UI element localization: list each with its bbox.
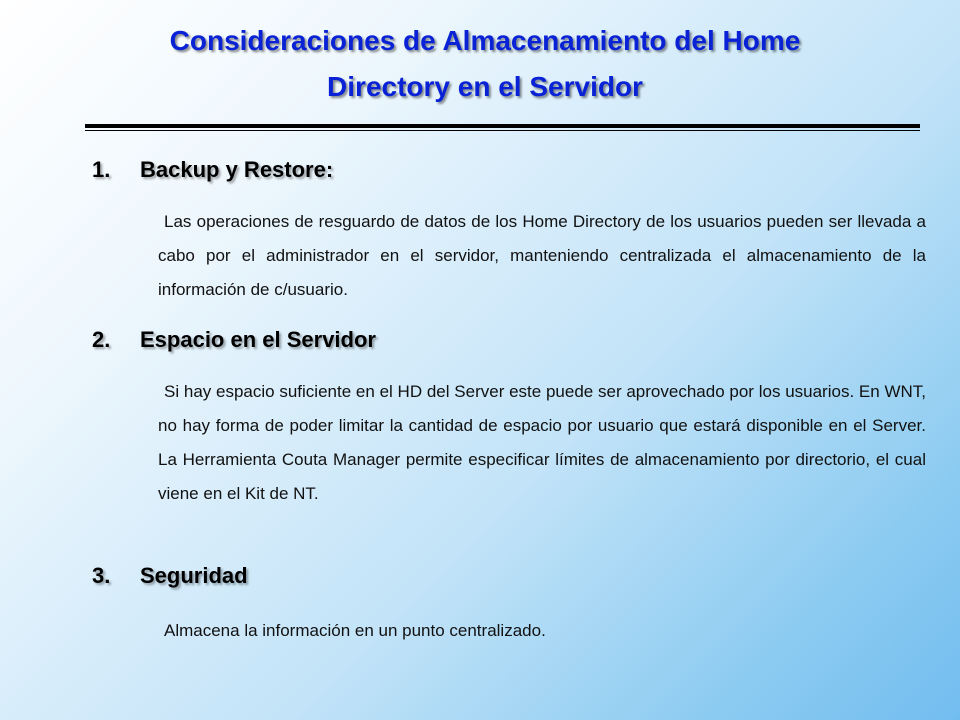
title-divider-thin (85, 130, 920, 131)
section-paragraph-seguridad: Almacena la información en un punto centralizado. (164, 621, 546, 640)
slide-title (60, 18, 910, 110)
section-number: 2. (92, 327, 111, 352)
section-number: 1. (92, 157, 111, 182)
section-number: 3. (92, 563, 111, 588)
section-heading-seguridad (92, 563, 248, 589)
section-paragraph-espacio: Si hay espacio suficiente en el HD del Server este puede ser aprovechado por los usuarios. En WNT, no hay forma de poder limitar la cantidad de espacio por usuario que estará disponible en el Server. La Herramienta Couta Manager permite especificar límites de almacenamiento por directorio, el cual viene en el Kit de NT. (158, 382, 926, 503)
section-paragraph-backup: Las operaciones de resguardo de datos de los Home Directory de los usuarios pueden ser llevada a cabo por el administrador en el servidor, manteniendo centralizada el almacenamiento de la información de c/usuario. (158, 212, 926, 299)
title-divider-thick (85, 124, 920, 128)
section-heading-espacio (92, 327, 376, 353)
section-heading-text: Espacio en el Servidor (140, 327, 376, 352)
section-heading-text: Backup y Restore: (140, 157, 334, 182)
title-line-1: Consideraciones de Almacenamiento del Home (169, 25, 801, 56)
title-line-2: Directory en el Servidor (327, 71, 643, 102)
section-heading-text: Seguridad (140, 563, 248, 588)
section-heading-backup (92, 157, 333, 183)
